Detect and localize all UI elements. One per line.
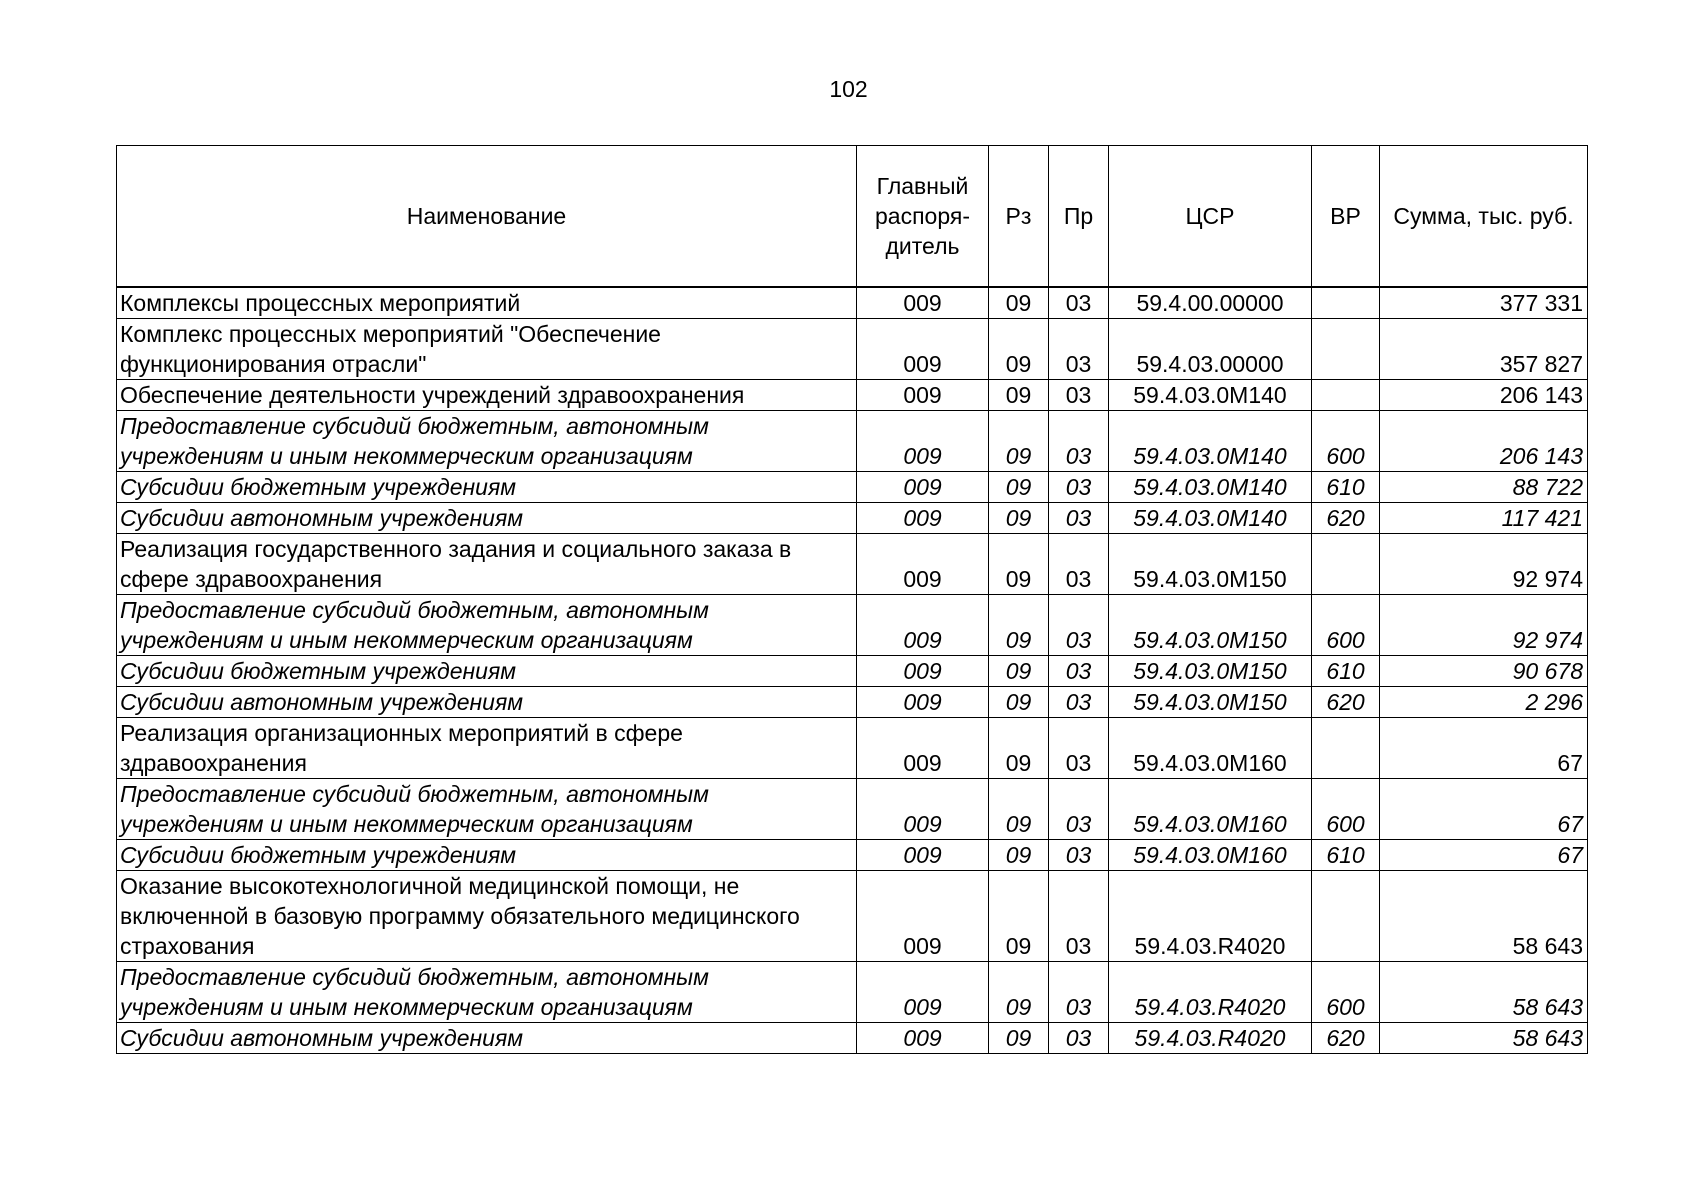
- table-row: [117, 871, 1588, 962]
- cell-amount: 206 143: [1380, 380, 1588, 411]
- table-row: [117, 687, 1588, 718]
- cell-amount: 88 722: [1380, 472, 1588, 503]
- cell-name: Реализация государственного задания и социального заказа в сфере здравоохранения: [117, 534, 857, 595]
- table-row: [117, 1023, 1588, 1054]
- cell-subsection: 03: [1049, 380, 1109, 411]
- cell-chief-administrator: 009: [857, 287, 989, 319]
- cell-target-item: 59.4.03.0М160: [1109, 779, 1312, 840]
- cell-expense-type: 600: [1312, 411, 1380, 472]
- table-row: [117, 319, 1588, 380]
- cell-target-item: 59.4.00.00000: [1109, 287, 1312, 319]
- cell-section: 09: [989, 380, 1049, 411]
- cell-expense-type: 610: [1312, 840, 1380, 871]
- cell-name: Оказание высокотехнологичной медицинской помощи, не включенной в базовую программу обязательного медицинского страхования: [117, 871, 857, 962]
- cell-name: Реализация организационных мероприятий в сфере здравоохранения: [117, 718, 857, 779]
- cell-amount: 2 296: [1380, 687, 1588, 718]
- cell-subsection: 03: [1049, 687, 1109, 718]
- cell-target-item: 59.4.03.0М140: [1109, 472, 1312, 503]
- cell-target-item: 59.4.03.0М150: [1109, 656, 1312, 687]
- cell-amount: 58 643: [1380, 871, 1588, 962]
- cell-name: Комплекс процессных мероприятий "Обеспечение функционирования отрасли": [117, 319, 857, 380]
- cell-name: Субсидии бюджетным учреждениям: [117, 472, 857, 503]
- cell-expense-type: [1312, 287, 1380, 319]
- table-row: [117, 472, 1588, 503]
- header-row: [117, 146, 1588, 288]
- cell-expense-type: 600: [1312, 779, 1380, 840]
- cell-subsection: 03: [1049, 962, 1109, 1023]
- cell-section: 09: [989, 718, 1049, 779]
- cell-name: Комплексы процессных мероприятий: [117, 287, 857, 319]
- cell-subsection: 03: [1049, 871, 1109, 962]
- cell-section: 09: [989, 319, 1049, 380]
- cell-subsection: 03: [1049, 472, 1109, 503]
- cell-section: 09: [989, 687, 1049, 718]
- cell-chief-administrator: 009: [857, 840, 989, 871]
- cell-target-item: 59.4.03.0М160: [1109, 718, 1312, 779]
- cell-expense-type: 620: [1312, 1023, 1380, 1054]
- cell-target-item: 59.4.03.0М140: [1109, 411, 1312, 472]
- table-row: [117, 534, 1588, 595]
- cell-subsection: 03: [1049, 1023, 1109, 1054]
- cell-chief-administrator: 009: [857, 779, 989, 840]
- table-row: [117, 840, 1588, 871]
- cell-subsection: 03: [1049, 319, 1109, 380]
- cell-name: Субсидии автономным учреждениям: [117, 1023, 857, 1054]
- table-header: [117, 146, 1588, 288]
- cell-target-item: 59.4.03.0М150: [1109, 595, 1312, 656]
- header-amount: Сумма, тыс. руб.: [1380, 146, 1588, 288]
- cell-target-item: 59.4.03.00000: [1109, 319, 1312, 380]
- cell-subsection: 03: [1049, 718, 1109, 779]
- cell-target-item: 59.4.03.0М150: [1109, 534, 1312, 595]
- cell-target-item: 59.4.03.R4020: [1109, 962, 1312, 1023]
- cell-subsection: 03: [1049, 779, 1109, 840]
- cell-chief-administrator: 009: [857, 718, 989, 779]
- cell-target-item: 59.4.03.R4020: [1109, 1023, 1312, 1054]
- budget-table: [116, 145, 1588, 1054]
- cell-target-item: 59.4.03.0М150: [1109, 687, 1312, 718]
- page-number: 102: [829, 76, 868, 102]
- cell-section: 09: [989, 287, 1049, 319]
- cell-subsection: 03: [1049, 840, 1109, 871]
- cell-name: Предоставление субсидий бюджетным, автономным учреждениям и иным некоммерческим организациям: [117, 962, 857, 1023]
- cell-chief-administrator: 009: [857, 1023, 989, 1054]
- cell-chief-administrator: 009: [857, 871, 989, 962]
- cell-expense-type: 620: [1312, 687, 1380, 718]
- cell-amount: 357 827: [1380, 319, 1588, 380]
- header-chief-administrator: Главный распоря- дитель: [857, 146, 989, 288]
- cell-target-item: 59.4.03.0М140: [1109, 380, 1312, 411]
- cell-expense-type: [1312, 871, 1380, 962]
- cell-amount: 377 331: [1380, 287, 1588, 319]
- cell-chief-administrator: 009: [857, 595, 989, 656]
- cell-amount: 67: [1380, 718, 1588, 779]
- table-row: [117, 287, 1588, 319]
- cell-section: 09: [989, 871, 1049, 962]
- cell-name: Предоставление субсидий бюджетным, автономным учреждениям и иным некоммерческим организациям: [117, 779, 857, 840]
- cell-amount: 206 143: [1380, 411, 1588, 472]
- cell-amount: 67: [1380, 840, 1588, 871]
- cell-subsection: 03: [1049, 656, 1109, 687]
- cell-amount: 90 678: [1380, 656, 1588, 687]
- cell-section: 09: [989, 595, 1049, 656]
- cell-amount: 92 974: [1380, 534, 1588, 595]
- table-body: [117, 287, 1588, 1054]
- cell-section: 09: [989, 840, 1049, 871]
- header-expense-type: ВР: [1312, 146, 1380, 288]
- table-row: [117, 962, 1588, 1023]
- cell-section: 09: [989, 534, 1049, 595]
- table-row: [117, 779, 1588, 840]
- header-section: Рз: [989, 146, 1049, 288]
- header-subsection: Пр: [1049, 146, 1109, 288]
- cell-amount: 117 421: [1380, 503, 1588, 534]
- cell-chief-administrator: 009: [857, 319, 989, 380]
- cell-chief-administrator: 009: [857, 380, 989, 411]
- header-name: Наименование: [117, 146, 857, 288]
- cell-chief-administrator: 009: [857, 656, 989, 687]
- cell-expense-type: [1312, 534, 1380, 595]
- cell-chief-administrator: 009: [857, 687, 989, 718]
- cell-section: 09: [989, 503, 1049, 534]
- table-row: [117, 595, 1588, 656]
- header-target-item: ЦСР: [1109, 146, 1312, 288]
- cell-target-item: 59.4.03.R4020: [1109, 871, 1312, 962]
- cell-target-item: 59.4.03.0М160: [1109, 840, 1312, 871]
- cell-name: Субсидии бюджетным учреждениям: [117, 656, 857, 687]
- cell-expense-type: 610: [1312, 656, 1380, 687]
- cell-chief-administrator: 009: [857, 411, 989, 472]
- cell-amount: 92 974: [1380, 595, 1588, 656]
- cell-amount: 58 643: [1380, 1023, 1588, 1054]
- cell-chief-administrator: 009: [857, 503, 989, 534]
- cell-name: Обеспечение деятельности учреждений здравоохранения: [117, 380, 857, 411]
- cell-name: Предоставление субсидий бюджетным, автономным учреждениям и иным некоммерческим организациям: [117, 411, 857, 472]
- cell-subsection: 03: [1049, 503, 1109, 534]
- cell-amount: 58 643: [1380, 962, 1588, 1023]
- cell-expense-type: 620: [1312, 503, 1380, 534]
- table-row: [117, 718, 1588, 779]
- cell-chief-administrator: 009: [857, 472, 989, 503]
- cell-expense-type: 600: [1312, 962, 1380, 1023]
- cell-name: Субсидии бюджетным учреждениям: [117, 840, 857, 871]
- cell-expense-type: [1312, 319, 1380, 380]
- cell-section: 09: [989, 1023, 1049, 1054]
- cell-name: Предоставление субсидий бюджетным, автономным учреждениям и иным некоммерческим организациям: [117, 595, 857, 656]
- cell-expense-type: [1312, 718, 1380, 779]
- cell-subsection: 03: [1049, 534, 1109, 595]
- table-row: [117, 380, 1588, 411]
- cell-chief-administrator: 009: [857, 962, 989, 1023]
- cell-section: 09: [989, 411, 1049, 472]
- cell-amount: 67: [1380, 779, 1588, 840]
- cell-section: 09: [989, 656, 1049, 687]
- cell-section: 09: [989, 962, 1049, 1023]
- cell-name: Субсидии автономным учреждениям: [117, 687, 857, 718]
- cell-expense-type: 600: [1312, 595, 1380, 656]
- table-row: [117, 656, 1588, 687]
- cell-target-item: 59.4.03.0М140: [1109, 503, 1312, 534]
- cell-subsection: 03: [1049, 411, 1109, 472]
- table-row: [117, 411, 1588, 472]
- cell-expense-type: [1312, 380, 1380, 411]
- cell-section: 09: [989, 779, 1049, 840]
- cell-subsection: 03: [1049, 287, 1109, 319]
- cell-section: 09: [989, 472, 1049, 503]
- cell-chief-administrator: 009: [857, 534, 989, 595]
- cell-expense-type: 610: [1312, 472, 1380, 503]
- cell-subsection: 03: [1049, 595, 1109, 656]
- table-row: [117, 503, 1588, 534]
- cell-name: Субсидии автономным учреждениям: [117, 503, 857, 534]
